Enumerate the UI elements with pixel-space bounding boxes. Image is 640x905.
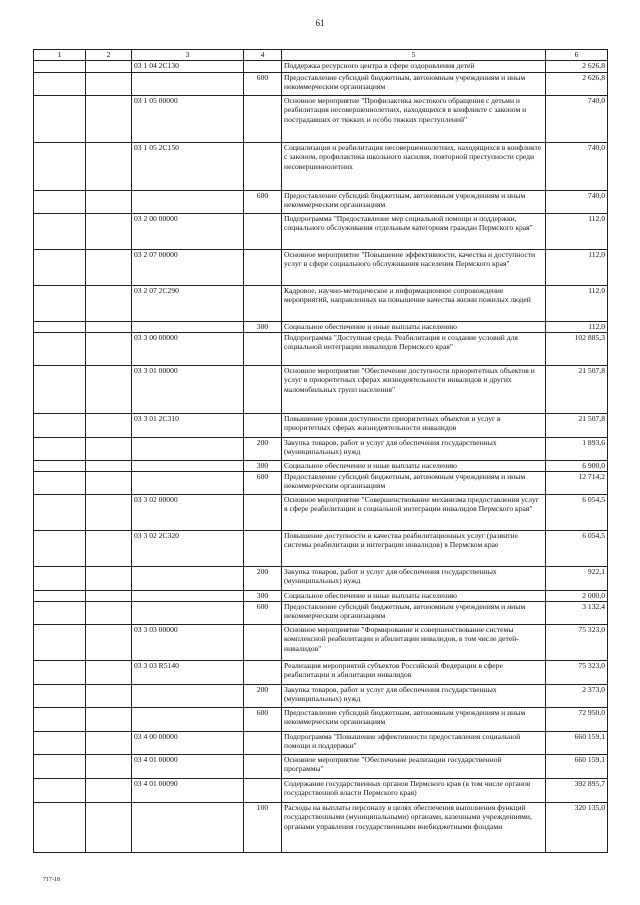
table-row: [34, 250, 608, 286]
target-article-code: 03 3 03 00000: [132, 625, 244, 661]
table-row: [34, 61, 608, 73]
cell-empty-2: [86, 250, 132, 286]
cell-empty-1: [34, 191, 86, 214]
amount: 112,0: [546, 214, 608, 250]
amount: 75 323,0: [546, 625, 608, 661]
amount: 922,1: [546, 567, 608, 591]
cell-empty-1: [34, 461, 86, 472]
cell-empty-2: [86, 461, 132, 472]
cell-empty-1: [34, 472, 86, 495]
column-header: 6: [546, 50, 608, 61]
item-name: Основное мероприятие "Обеспечение доступности приоритетных объектов и услуг в приоритетных сферах жизнедеятельности инвалидов и других маломобильных групп населения": [282, 366, 546, 414]
item-name: Повышение уровня доступности приоритетных объектов и услуг в приоритетных сферах жизнедеятельности инвалидов: [282, 414, 546, 438]
cell-empty-2: [86, 143, 132, 191]
expense-type-code: [244, 250, 282, 286]
cell-empty-2: [86, 73, 132, 96]
cell-empty-1: [34, 73, 86, 96]
target-article-code: [132, 602, 244, 625]
cell-empty-2: [86, 755, 132, 779]
cell-empty-2: [86, 214, 132, 250]
item-name: Основное мероприятие "Формирование и совершенствование системы комплексной реабилитации и абилитации инвалидов, в том числе детей-инвалидов": [282, 625, 546, 661]
table-header-row: [34, 50, 608, 61]
item-name: Подпрограмма "Предоставление мер социальной помощи и поддержки, социального обслуживания отдельным категориям граждан Пермского края": [282, 214, 546, 250]
cell-empty-1: [34, 567, 86, 591]
table-row: [34, 333, 608, 366]
cell-empty-2: [86, 61, 132, 73]
cell-empty-1: [34, 495, 86, 531]
amount: 3 132,4: [546, 602, 608, 625]
cell-empty-2: [86, 591, 132, 602]
amount: 660 159,1: [546, 732, 608, 755]
target-article-code: [132, 472, 244, 495]
table-row: [34, 708, 608, 732]
expense-type-code: [244, 286, 282, 322]
cell-empty-1: [34, 591, 86, 602]
amount: 392 895,7: [546, 779, 608, 803]
expense-type-code: [244, 779, 282, 803]
table-row: [34, 143, 608, 191]
target-article-code: 03 1 05 2С150: [132, 143, 244, 191]
target-article-code: 03 2 07 00000: [132, 250, 244, 286]
column-header: 1: [34, 50, 86, 61]
cell-empty-1: [34, 732, 86, 755]
target-article-code: 03 3 02 2С320: [132, 531, 244, 567]
cell-empty-2: [86, 366, 132, 414]
expense-type-code: 200: [244, 438, 282, 461]
item-name: Повышение доступности и качества реабилитационных услуг (развитие системы реабилитации и интеграции инвалидов) в Пермском крае: [282, 531, 546, 567]
expense-type-code: 200: [244, 567, 282, 591]
table-row: [34, 214, 608, 250]
cell-empty-2: [86, 531, 132, 567]
table-row: [34, 472, 608, 495]
table-row: [34, 591, 608, 602]
amount: 740,0: [546, 143, 608, 191]
column-header: 5: [282, 50, 546, 61]
cell-empty-1: [34, 143, 86, 191]
amount: 112,0: [546, 322, 608, 333]
table-row: [34, 191, 608, 214]
amount: 6 900,0: [546, 461, 608, 472]
cell-empty-1: [34, 602, 86, 625]
cell-empty-1: [34, 625, 86, 661]
cell-empty-2: [86, 803, 132, 853]
cell-empty-2: [86, 96, 132, 143]
table-row: [34, 625, 608, 661]
item-name: Реализация мероприятий субъектов Российской Федерации в сфере реабилитации и абилитации инвалидов: [282, 661, 546, 685]
item-name: Социальное обеспечение и иные выплаты населению: [282, 591, 546, 602]
column-header: 4: [244, 50, 282, 61]
expense-type-code: 600: [244, 472, 282, 495]
cell-empty-2: [86, 602, 132, 625]
cell-empty-2: [86, 495, 132, 531]
cell-empty-1: [34, 96, 86, 143]
table-row: [34, 755, 608, 779]
expense-type-code: [244, 333, 282, 366]
item-name: Предоставление субсидий бюджетным, автономным учреждениям и иным некоммерческим организациям: [282, 602, 546, 625]
table-row: [34, 322, 608, 333]
table-row: [34, 567, 608, 591]
amount: 740,0: [546, 191, 608, 214]
table-body: [34, 61, 608, 853]
amount: 112,0: [546, 250, 608, 286]
item-name: Подпрограмма "Доступная среда. Реабилитация и создание условий для социальной интеграции инвалидов Пермского края": [282, 333, 546, 366]
cell-empty-2: [86, 333, 132, 366]
cell-empty-1: [34, 531, 86, 567]
amount: 102 885,3: [546, 333, 608, 366]
item-name: Предоставление субсидий бюджетным, автономным учреждениям и иным некоммерческим организациям: [282, 472, 546, 495]
item-name: Подпрограмма "Повышение эффективности предоставления социальной помощи и поддержки": [282, 732, 546, 755]
item-name: Основное мероприятие "Повышение эффективности, качества и доступности услуг в сфере социального обслуживания населения Пермского края": [282, 250, 546, 286]
column-header: 3: [132, 50, 244, 61]
cell-empty-2: [86, 625, 132, 661]
item-name: Поддержка ресурсного центра в сфере оздоровления детей: [282, 61, 546, 73]
item-name: Закупка товаров, работ и услуг для обеспечения государственных (муниципальных) нужд: [282, 438, 546, 461]
amount: 6 054,5: [546, 531, 608, 567]
table-row: [34, 803, 608, 853]
expense-type-code: [244, 96, 282, 143]
cell-empty-1: [34, 250, 86, 286]
table-row: [34, 661, 608, 685]
cell-empty-2: [86, 685, 132, 708]
expense-type-code: 600: [244, 708, 282, 732]
expense-type-code: [244, 414, 282, 438]
expense-type-code: [244, 732, 282, 755]
cell-empty-2: [86, 779, 132, 803]
cell-empty-2: [86, 322, 132, 333]
amount: 2 373,0: [546, 685, 608, 708]
target-article-code: 03 1 05 00000: [132, 96, 244, 143]
expense-type-code: 600: [244, 73, 282, 96]
item-name: Предоставление субсидий бюджетным, автономным учреждениям и иным некоммерческим организациям: [282, 191, 546, 214]
expense-type-code: 100: [244, 803, 282, 853]
amount: 112,0: [546, 286, 608, 322]
cell-empty-2: [86, 191, 132, 214]
target-article-code: [132, 73, 244, 96]
cell-empty-2: [86, 438, 132, 461]
table-row: [34, 779, 608, 803]
cell-empty-1: [34, 214, 86, 250]
amount: 72 950,0: [546, 708, 608, 732]
target-article-code: 03 2 00 00000: [132, 214, 244, 250]
cell-empty-1: [34, 61, 86, 73]
cell-empty-1: [34, 286, 86, 322]
expense-type-code: 300: [244, 461, 282, 472]
target-article-code: [132, 803, 244, 853]
item-name: Содержание государственных органов Пермского края (в том числе органов государственной власти Пермского края): [282, 779, 546, 803]
amount: 320 135,0: [546, 803, 608, 853]
cell-empty-1: [34, 755, 86, 779]
expense-type-code: [244, 495, 282, 531]
cell-empty-1: [34, 708, 86, 732]
item-name: Закупка товаров, работ и услуг для обеспечения государственных (муниципальных) нужд: [282, 567, 546, 591]
target-article-code: [132, 322, 244, 333]
cell-empty-2: [86, 472, 132, 495]
amount: 740,0: [546, 96, 608, 143]
expense-type-code: 600: [244, 602, 282, 625]
amount: 75 323,0: [546, 661, 608, 685]
amount: 660 159,1: [546, 755, 608, 779]
expense-type-code: [244, 143, 282, 191]
expense-type-code: [244, 366, 282, 414]
target-article-code: 03 2 07 2С290: [132, 286, 244, 322]
table-row: [34, 495, 608, 531]
cell-empty-1: [34, 661, 86, 685]
cell-empty-1: [34, 685, 86, 708]
table-row: [34, 685, 608, 708]
target-article-code: 03 4 01 00090: [132, 779, 244, 803]
item-name: Социальное обеспечение и иные выплаты населению: [282, 461, 546, 472]
cell-empty-2: [86, 708, 132, 732]
amount: 21 507,8: [546, 414, 608, 438]
expense-type-code: [244, 625, 282, 661]
target-article-code: [132, 461, 244, 472]
amount: 6 054,5: [546, 495, 608, 531]
item-name: Предоставление субсидий бюджетным, автономным учреждениям и иным некоммерческим организациям: [282, 73, 546, 96]
cell-empty-1: [34, 322, 86, 333]
cell-empty-1: [34, 779, 86, 803]
cell-empty-2: [86, 286, 132, 322]
target-article-code: [132, 708, 244, 732]
table-row: [34, 531, 608, 567]
cell-empty-2: [86, 567, 132, 591]
table-row: [34, 96, 608, 143]
cell-empty-1: [34, 438, 86, 461]
table-row: [34, 602, 608, 625]
item-name: Расходы на выплаты персоналу в целях обеспечения выполнения функций государственными (муниципальными) органами, казенными учреждениями, органами управления государственными внебюджетными фондами: [282, 803, 546, 853]
expense-type-code: 300: [244, 322, 282, 333]
cell-empty-1: [34, 366, 86, 414]
target-article-code: 03 1 04 2С130: [132, 61, 244, 73]
table-row: [34, 414, 608, 438]
item-name: Предоставление субсидий бюджетным, автономным учреждениям и иным некоммерческим организациям: [282, 708, 546, 732]
footer-code: 717-18: [43, 877, 60, 883]
table-row: [34, 438, 608, 461]
expense-type-code: [244, 61, 282, 73]
target-article-code: [132, 191, 244, 214]
cell-empty-1: [34, 803, 86, 853]
expense-type-code: [244, 214, 282, 250]
page-number: 61: [315, 18, 325, 28]
table-row: [34, 732, 608, 755]
column-header: 2: [86, 50, 132, 61]
target-article-code: 03 3 03 R5140: [132, 661, 244, 685]
target-article-code: [132, 685, 244, 708]
expense-type-code: 300: [244, 591, 282, 602]
amount: 21 507,8: [546, 366, 608, 414]
item-name: Закупка товаров, работ и услуг для обеспечения государственных (муниципальных) нужд: [282, 685, 546, 708]
amount: 12 714,2: [546, 472, 608, 495]
target-article-code: 03 3 01 00000: [132, 366, 244, 414]
amount: 2 626,8: [546, 73, 608, 96]
target-article-code: 03 3 00 00000: [132, 333, 244, 366]
cell-empty-1: [34, 333, 86, 366]
amount: 2 626,8: [546, 61, 608, 73]
item-name: Кадровое, научно-методическое и информационное сопровождение мероприятий, направленных на повышение качества жизни пожилых людей: [282, 286, 546, 322]
expense-type-code: 200: [244, 685, 282, 708]
cell-empty-2: [86, 661, 132, 685]
item-name: Основное мероприятие "Профилактика жестокого обращения с детьми и реабилитация несовершеннолетних, находящихся в конфликте с законом и пострадавших от тяжких и особо тяжких преступлений": [282, 96, 546, 143]
target-article-code: [132, 567, 244, 591]
expense-type-code: [244, 661, 282, 685]
expense-type-code: [244, 531, 282, 567]
target-article-code: [132, 438, 244, 461]
target-article-code: 03 4 01 00000: [132, 755, 244, 779]
cell-empty-2: [86, 414, 132, 438]
target-article-code: 03 3 02 00000: [132, 495, 244, 531]
target-article-code: 03 3 01 2С310: [132, 414, 244, 438]
target-article-code: 03 4 00 00000: [132, 732, 244, 755]
item-name: Социальное обеспечение и иные выплаты населению: [282, 322, 546, 333]
cell-empty-1: [34, 414, 86, 438]
amount: 1 893,6: [546, 438, 608, 461]
expense-type-code: 600: [244, 191, 282, 214]
cell-empty-2: [86, 732, 132, 755]
amount: 2 000,0: [546, 591, 608, 602]
table-row: [34, 73, 608, 96]
table-row: [34, 366, 608, 414]
item-name: Социализация и реабилитация несовершеннолетних, находящихся в конфликте с законом, профилактика школьного насилия, повторной преступности среди несовершеннолетних: [282, 143, 546, 191]
item-name: Основное мероприятие "Совершенствование механизма предоставления услуг в сфере реабилитации и социальной интеграции инвалидов Пермского края": [282, 495, 546, 531]
expense-type-code: [244, 755, 282, 779]
item-name: Основное мероприятие "Обеспечение реализации государственной программы": [282, 755, 546, 779]
table-row: [34, 286, 608, 322]
budget-table: [33, 49, 608, 853]
target-article-code: [132, 591, 244, 602]
table-row: [34, 461, 608, 472]
